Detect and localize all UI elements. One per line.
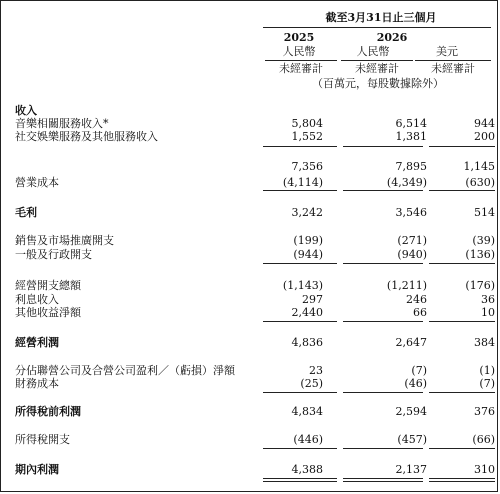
value-2025: (199): [293, 234, 323, 247]
currency-col-3: 美元: [436, 45, 458, 58]
value-2026: 1,381: [395, 130, 427, 143]
subtotal-rule: [263, 190, 337, 191]
subtotal-rule: [343, 448, 423, 449]
row-label: 分佔聯營公司及合營公司盈利／（虧損）淨額: [15, 364, 235, 377]
table-row: [1, 206, 500, 219]
table-row: [1, 234, 500, 247]
row-label: 音樂相關服務收入*: [15, 117, 109, 130]
row-label: 經營利潤: [15, 336, 59, 349]
table-row: [1, 293, 500, 306]
subtotal-rule: [429, 146, 495, 147]
value-2026: (271): [397, 234, 427, 247]
header-underline-3: [415, 60, 491, 61]
total-double-rule: [429, 478, 495, 482]
row-label: 毛利: [15, 206, 37, 219]
row-label: 經營開支總額: [15, 279, 81, 292]
subtotal-rule: [429, 321, 495, 322]
table-row: [1, 160, 500, 173]
value-2025: (446): [293, 433, 323, 446]
value-2026: 246: [406, 293, 427, 306]
value-2026: 3,546: [395, 206, 427, 219]
row-label: 所得稅前利潤: [15, 405, 81, 418]
value-2025: 3,242: [291, 206, 323, 219]
subtotal-rule: [343, 392, 423, 393]
row-label: 社交娛樂服務及其他服務收入: [15, 130, 158, 143]
subtotal-rule: [429, 392, 495, 393]
value-2025: (1,143): [282, 279, 323, 292]
subtotal-rule: [429, 448, 495, 449]
subtotal-rule: [263, 263, 337, 264]
value-usd: 200: [474, 130, 495, 143]
audit-col-1: 未經審計: [279, 62, 323, 75]
table-row: [1, 336, 500, 349]
audit-col-2: 未經審計: [355, 62, 399, 75]
value-2025: 297: [302, 293, 323, 306]
value-2025: (4,114): [282, 176, 323, 189]
row-label: 一般及行政開支: [15, 248, 92, 261]
value-usd: 10: [481, 306, 495, 319]
table-row: [1, 176, 500, 189]
currency-col-2: 人民幣: [356, 45, 390, 58]
table-row: [1, 433, 500, 446]
table-row: [1, 377, 500, 390]
value-usd: 376: [474, 405, 495, 418]
subtotal-rule: [429, 263, 495, 264]
value-2026: (457): [397, 433, 427, 446]
subtotal-rule: [343, 190, 423, 191]
value-2025: 7,356: [291, 160, 323, 173]
currency-col-1: 人民幣: [282, 45, 316, 58]
period-heading: 截至3月31日止三個月: [325, 11, 437, 24]
value-2025: 5,804: [291, 117, 323, 130]
value-2026: 7,895: [395, 160, 427, 173]
row-label: 收入: [15, 104, 37, 117]
header-underline-1: [265, 60, 337, 61]
row-label: 利息收入: [15, 293, 59, 306]
value-usd: 514: [474, 206, 495, 219]
value-2026: (4,349): [386, 176, 427, 189]
table-row: [1, 248, 500, 261]
value-2026: (46): [404, 377, 427, 390]
table-row: [1, 405, 500, 418]
value-2026: 6,514: [395, 117, 427, 130]
value-usd: (176): [465, 279, 495, 292]
value-2026: (7): [411, 364, 427, 377]
audit-col-3: 未經審計: [431, 62, 475, 75]
subtotal-rule: [263, 321, 337, 322]
value-2025: 1,552: [291, 130, 323, 143]
row-label: 期內利潤: [15, 463, 59, 476]
table-row: [1, 463, 500, 476]
value-2026: 2,647: [395, 336, 427, 349]
value-2026: 2,594: [395, 405, 427, 418]
row-label: 其他收益淨額: [15, 306, 81, 319]
value-2026: (1,211): [386, 279, 427, 292]
subtotal-rule: [343, 263, 423, 264]
value-2025: 23: [309, 364, 323, 377]
value-usd: 36: [481, 293, 495, 306]
subtotal-rule: [263, 448, 337, 449]
header-underline-2: [341, 60, 413, 61]
table-row: [1, 117, 500, 130]
value-2026: 66: [413, 306, 427, 319]
value-2025: 4,834: [291, 405, 323, 418]
value-2025: (25): [300, 377, 323, 390]
value-usd: (66): [472, 433, 495, 446]
value-usd: 384: [474, 336, 495, 349]
row-label: 營業成本: [15, 176, 59, 189]
year-col-1: 2025: [283, 31, 315, 44]
table-row: [1, 130, 500, 143]
units-note: （百萬元，每股數據除外）: [312, 77, 444, 90]
total-double-rule: [343, 478, 423, 482]
year-col-2: 2026: [376, 31, 408, 44]
table-row: [1, 364, 500, 377]
subtotal-rule: [263, 146, 337, 147]
subtotal-rule: [263, 392, 337, 393]
value-2025: (944): [293, 248, 323, 261]
value-2026: (940): [397, 248, 427, 261]
value-2025: 4,388: [291, 463, 323, 476]
total-double-rule: [263, 478, 337, 482]
value-2025: 2,440: [291, 306, 323, 319]
value-usd: (136): [465, 248, 495, 261]
value-usd: (39): [472, 234, 495, 247]
subtotal-rule: [343, 146, 423, 147]
table-row: [1, 104, 500, 117]
period-underline: [263, 27, 491, 28]
value-2026: 2,137: [395, 463, 427, 476]
table-row: [1, 279, 500, 292]
value-usd: 310: [474, 463, 495, 476]
row-label: 財務成本: [15, 377, 59, 390]
value-usd: (1): [479, 364, 495, 377]
value-2025: 4,836: [291, 336, 323, 349]
value-usd: 944: [474, 117, 495, 130]
subtotal-rule: [429, 190, 495, 191]
value-usd: 1,145: [463, 160, 495, 173]
table-row: [1, 306, 500, 319]
row-label: 所得稅開支: [15, 433, 70, 446]
value-usd: (630): [465, 176, 495, 189]
row-label: 銷售及市場推廣開支: [15, 234, 114, 247]
subtotal-rule: [343, 321, 423, 322]
value-usd: (7): [479, 377, 495, 390]
